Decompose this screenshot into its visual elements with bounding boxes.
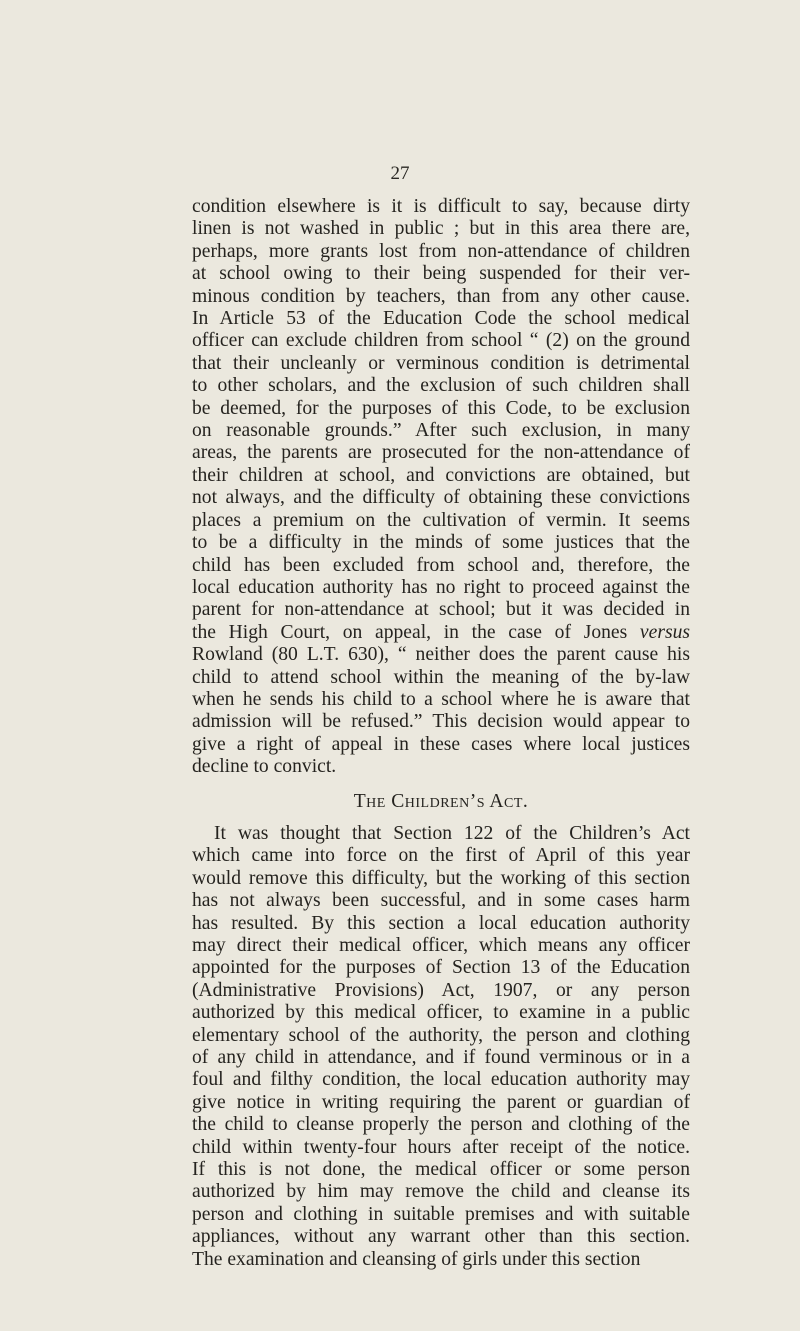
text-line: Rowland (80 L.T. 630), “ neither does the parent cause his (192, 644, 690, 666)
text-line: decline to convict. (192, 756, 337, 778)
text-line: In Article 53 of the Education Code the school medical (192, 308, 690, 330)
text-line: to be a difficulty in the minds of some justices that the (192, 532, 690, 554)
text-line: foul and filthy condition, the local education authority may (192, 1069, 690, 1091)
text-line: If this is not done, the medical officer or some person (192, 1159, 690, 1181)
page-number: 27 (390, 163, 410, 184)
text-line: parent for non-attendance at school; but it was decided in (192, 599, 690, 621)
text-line: linen is not washed in public ; but in this area there are, (192, 218, 690, 240)
text-line: their children at school, and convictions are obtained, but (192, 464, 690, 486)
text-line: has not always been successful, and in some cases harm (192, 890, 690, 912)
text-line: child within twenty-four hours after receipt of the notice. (192, 1136, 690, 1158)
text-line: at school owing to their being suspended for their ver- (192, 263, 690, 285)
text-line: admission will be refused.” This decision would appear to (192, 711, 690, 733)
text-line: local education authority has no right to proceed against the (192, 576, 690, 598)
text-line: officer can exclude children from school “ (2) on the ground (192, 330, 690, 352)
text-line: elementary school of the authority, the person and clothing (192, 1024, 690, 1046)
paragraph-childrens-act (192, 823, 690, 1271)
text-line: the High Court, on appeal, in the case of Jones versus (192, 621, 690, 643)
text-line: which came into force on the first of April of this year (192, 845, 690, 867)
text-line: has resulted. By this section a local education authority (192, 912, 690, 934)
text-line: be deemed, for the purposes of this Code, to be exclusion (192, 397, 690, 419)
text-line: places a premium on the cultivation of vermin. It seems (192, 509, 690, 531)
text-line: on reasonable grounds.” After such exclusion, in many (192, 420, 690, 442)
text-line: that their uncleanly or verminous condition is detrimental (192, 352, 690, 374)
text-line: when he sends his child to a school where he is aware that (192, 688, 690, 710)
text-line: to other scholars, and the exclusion of such children shall (192, 375, 690, 397)
text-line: (Administrative Provisions) Act, 1907, or any person (192, 979, 690, 1001)
text-line: areas, the parents are prosecuted for the non-attendance of (192, 442, 690, 464)
text-line: give a right of appeal in these cases where local justices (192, 733, 690, 755)
text-line: perhaps, more grants lost from non-attendance of children (192, 240, 690, 262)
text-line: condition elsewhere is it is difficult to say, because dirty (192, 196, 690, 217)
text-line: appointed for the purposes of Section 13 of the Education (192, 957, 690, 979)
text-line: child to attend school within the meaning of the by-law (192, 666, 690, 688)
text-line: child has been excluded from school and, therefore, the (192, 554, 690, 576)
body-text (192, 196, 690, 1271)
text-line: It was thought that Section 122 of the Children’s Act (214, 822, 690, 844)
text-line: of any child in attendance, and if found verminous or in a (192, 1047, 690, 1069)
italic-word: versus (627, 621, 690, 643)
text-line: authorized by him may remove the child and cleanse its (192, 1181, 690, 1203)
text-line: minous condition by teachers, than from any other cause. (192, 285, 690, 307)
text-line: the child to cleanse properly the person and clothing of the (192, 1114, 690, 1136)
text-line: would remove this difficulty, but the working of this section (192, 867, 690, 889)
text-line: The examination and cleansing of girls under this section (192, 1248, 641, 1270)
text-line: appliances, without any warrant other than this section. (192, 1226, 690, 1248)
text-line: not always, and the difficulty of obtaining these convictions (192, 487, 690, 509)
paragraph-exclusion (192, 196, 690, 779)
text-line: person and clothing in suitable premises and with suitable (192, 1203, 690, 1225)
text-line: authorized by this medical officer, to examine in a public (192, 1002, 690, 1024)
text-line: give notice in writing requiring the parent or guardian of (192, 1091, 690, 1113)
section-heading: The Children’s Act. (353, 790, 529, 812)
text-line: may direct their medical officer, which means any officer (192, 935, 690, 956)
